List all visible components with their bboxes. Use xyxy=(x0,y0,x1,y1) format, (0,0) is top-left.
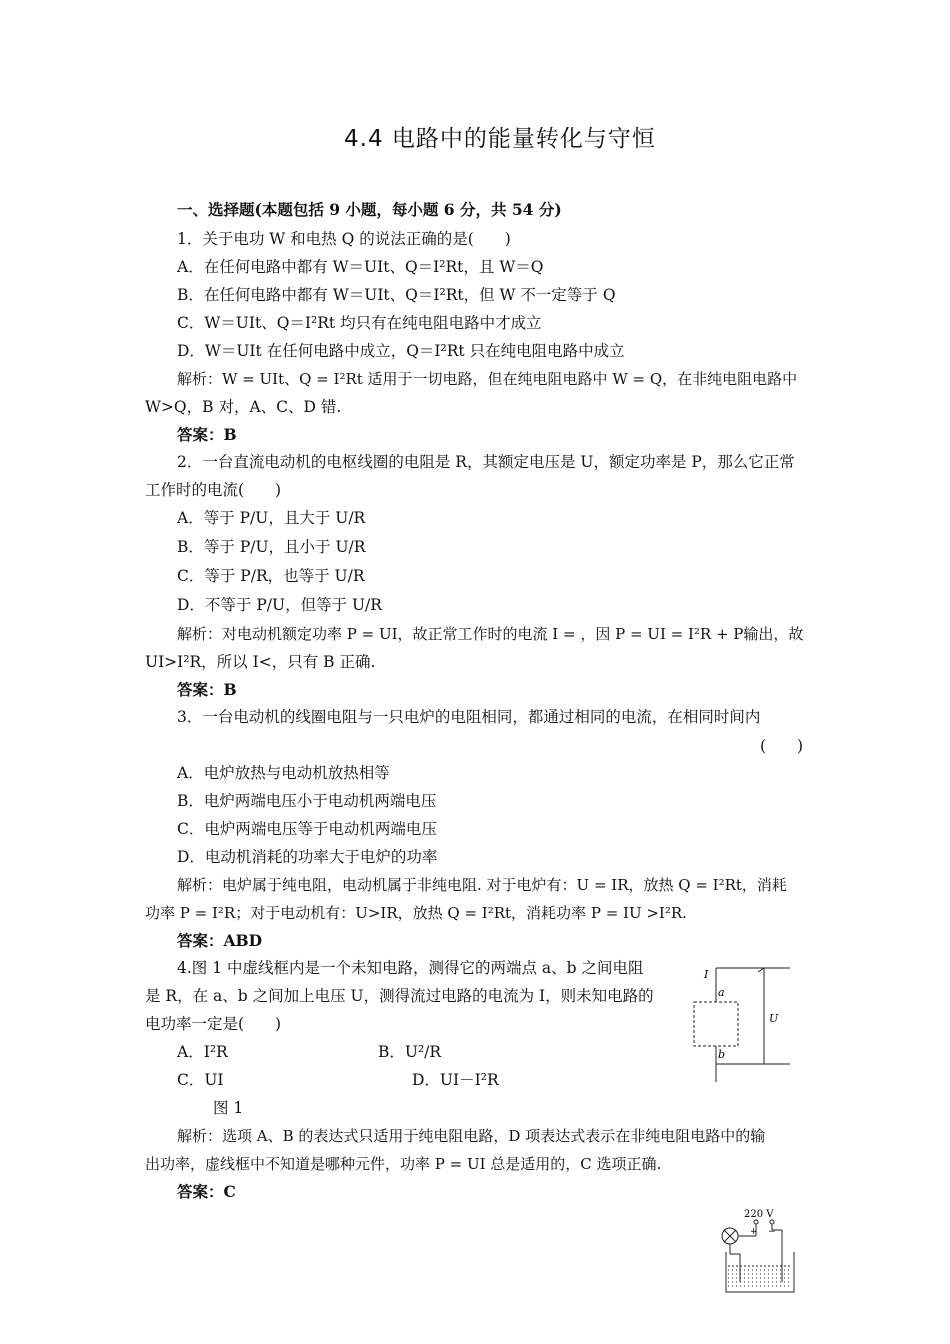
q3-option-d: D．电动机消耗的功率大于电炉的功率 xyxy=(177,848,438,866)
q3-stem-line1: 3．一台电动机的线圈电阻与一只电炉的电阻相同，都通过相同的电流，在相同时间内 xyxy=(177,708,761,726)
q4-stem-line3: 电功率一定是( ) xyxy=(145,1015,282,1033)
q2-option-d: D．不等于 P/U，但等于 U/R xyxy=(177,596,382,614)
figure-1-circuit xyxy=(690,958,800,1084)
q1-option-d: D．W＝UIt 在任何电路中成立，Q＝I²Rt 只在纯电阻电路中成立 xyxy=(177,342,625,360)
q2-option-c: C．等于 P/R，也等于 U/R xyxy=(177,567,365,585)
q3-answer: 答案：ABD xyxy=(177,931,263,950)
fig2-voltage-label: 220 V xyxy=(744,1209,774,1220)
q2-stem-line1: 2．一台直流电动机的电枢线圈的电阻是 R，其额定电压是 U，额定功率是 P，那么它正常 xyxy=(177,453,795,471)
q4-stem-line1: 4.图 1 中虚线框内是一个未知电路，测得它的两端点 a、b 之间电阻 xyxy=(177,959,644,977)
q4-option-c: C．UI xyxy=(177,1071,224,1089)
section-heading: 一、选择题(本题包括 9 小题，每小题 6 分，共 54 分) xyxy=(177,200,562,219)
q3-option-c: C．电炉两端电压等于电动机两端电压 xyxy=(177,820,437,838)
q3-explanation-line1: 解析：电炉属于纯电阻，电动机属于非纯电阻. 对于电炉有：U = IR，放热 Q = I²Rt，消耗 xyxy=(177,876,787,894)
fig1-label-voltage: U xyxy=(769,1012,779,1025)
q1-answer: 答案：B xyxy=(177,425,237,444)
q1-option-c: C．W＝UIt、Q＝I²Rt 均只有在纯电阻电路中才成立 xyxy=(177,314,542,332)
q2-answer: 答案：B xyxy=(177,680,237,699)
q3-option-a: A．电炉放热与电动机放热相等 xyxy=(177,764,390,782)
q2-explanation-line2: UI>I²R，所以 I<，只有 B 正确. xyxy=(145,653,376,671)
q2-option-a: A．等于 P/U，且大于 U/R xyxy=(177,509,366,527)
q1-option-a: A．在任何电路中都有 W＝UIt、Q＝I²Rt，且 W＝Q xyxy=(177,258,544,276)
q3-option-b: B．电炉两端电压小于电动机两端电压 xyxy=(177,792,437,810)
fig1-label-current: I xyxy=(704,968,709,981)
q1-explanation-line2: W>Q，B 对，A、C、D 错. xyxy=(145,398,342,416)
q2-stem-line2: 工作时的电流( ) xyxy=(145,481,282,499)
q4-explanation-line1: 解析：选项 A、B 的表达式只适用于纯电阻电路，D 项表达式表示在非纯电阻电路中的输 xyxy=(177,1127,766,1145)
q1-stem: 1．关于电功 W 和电热 Q 的说法正确的是( ) xyxy=(177,230,511,248)
fig1-label-a: a xyxy=(718,986,725,999)
page-title: 4.4 电路中的能量转化与守恒 xyxy=(344,126,656,152)
q2-explanation-line1: 解析：对电动机额定功率 P = UI，故正常工作时的电流 I = ，因 P = UI = I²R + P输出，故 xyxy=(177,625,804,643)
q2-option-b: B．等于 P/U，且小于 U/R xyxy=(177,538,366,556)
q1-explanation-line1: 解析：W = UIt、Q = I²Rt 适用于一切电路，但在纯电阻电路中 W = Q，在非纯电阻电路中 xyxy=(177,370,798,388)
q4-option-a: A．I²R xyxy=(177,1043,228,1061)
q4-figure-caption: 图 1 xyxy=(213,1099,244,1117)
q3-explanation-line2: 功率 P = I²R；对于电动机有：U>IR，放热 Q = I²Rt，消耗功率 P = IU >I²R. xyxy=(145,904,687,922)
fig2-minus-sign: − xyxy=(768,1227,776,1237)
q4-answer: 答案：C xyxy=(177,1182,236,1201)
fig2-plus-sign: + xyxy=(750,1227,758,1237)
q4-option-d: D．UI－I²R xyxy=(412,1071,499,1089)
q1-option-b: B．在任何电路中都有 W＝UIt、Q＝I²Rt，但 W 不一定等于 Q xyxy=(177,286,616,304)
fig1-label-b: b xyxy=(718,1048,726,1061)
q4-stem-line2: 是 R，在 a、b 之间加上电压 U，测得流过电路的电流为 I，则未知电路的 xyxy=(145,987,654,1005)
q3-stem-bracket: ( ) xyxy=(760,737,804,755)
q4-explanation-line2: 出功率，虚线框中不知道是哪种元件，功率 P = UI 总是适用的，C 选项正确. xyxy=(145,1155,662,1173)
q4-option-b: B．U²/R xyxy=(378,1043,442,1061)
figure-2-circuit xyxy=(718,1208,802,1296)
